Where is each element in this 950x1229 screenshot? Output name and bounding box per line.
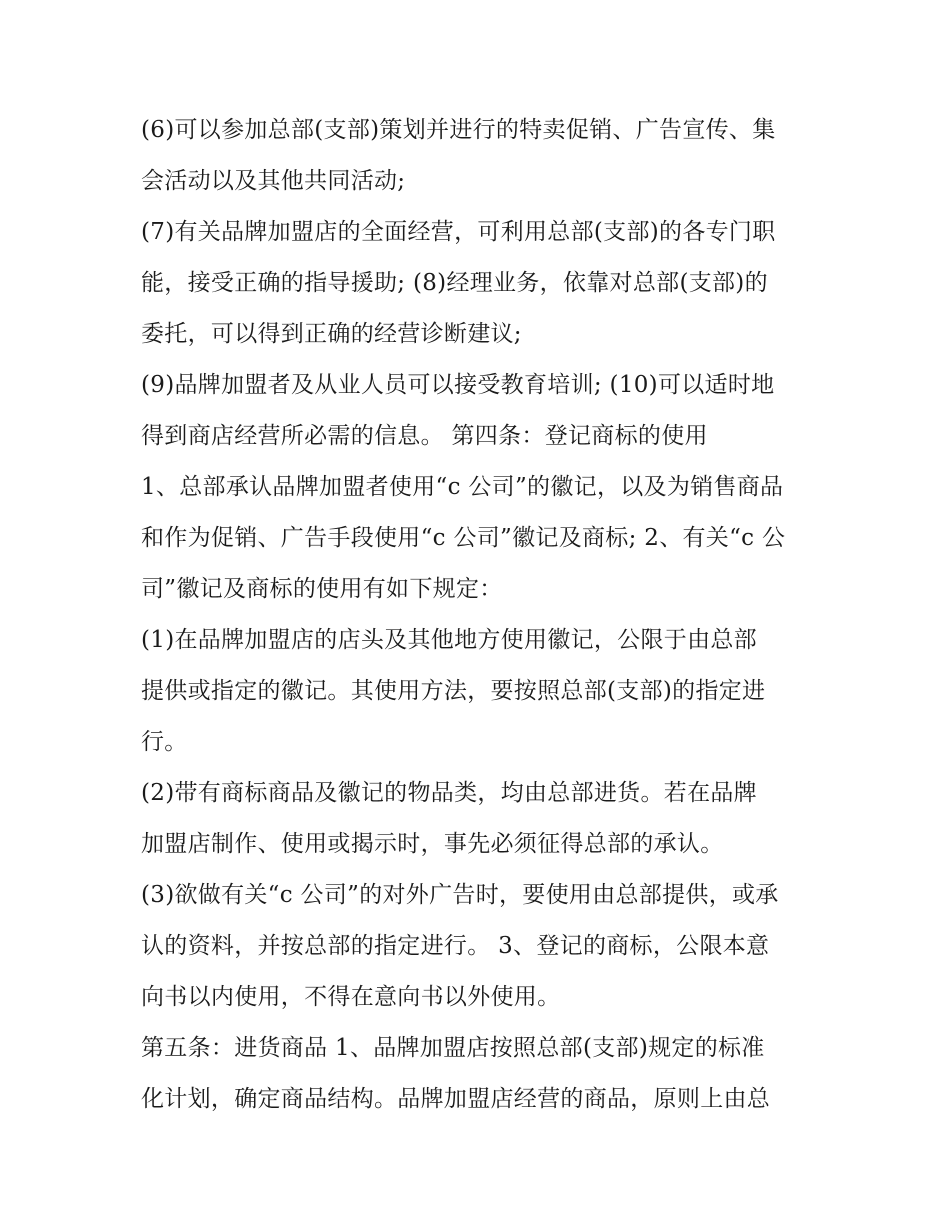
text-line: (7)有关品牌加盟店的全面经营，可利用总部(支部)的各专门职 — [141, 219, 776, 245]
text-line: 1、总部承认品牌加盟者使用“c 公司”的徽记，以及为销售商品 — [141, 474, 784, 500]
text-line: (2)带有商标商品及徽记的物品类，均由总部进货。若在品牌 — [141, 780, 757, 806]
text-line: 化计划，确定商品结构。品牌加盟店经营的商品，原则上由总 — [141, 1086, 771, 1112]
document-body — [141, 105, 821, 1125]
text-line: 第五条：进货商品 1、品牌加盟店按照总部(支部)规定的标准 — [141, 1035, 765, 1061]
text-line: (9)品牌加盟者及从业人员可以接受教育培训; (10)可以适时地 — [141, 372, 775, 398]
text-line: (6)可以参加总部(支部)策划并进行的特卖促销、广告宣传、集 — [141, 117, 776, 143]
text-line: 会活动以及其他共同活动; — [141, 168, 406, 194]
text-line: 认的资料，并按总部的指定进行。 3、登记的商标，公限本意 — [141, 933, 770, 959]
text-line: 加盟店制作、使用或揭示时，事先必须征得总部的承认。 — [141, 831, 724, 857]
text-line: 向书以内使用，不得在意向书以外使用。 — [141, 984, 561, 1010]
text-line: 和作为促销、广告手段使用“c 公司”徽记及商标; 2、有关“c 公 — [141, 525, 786, 551]
text-line: 司”徽记及商标的使用有如下规定： — [141, 576, 503, 602]
text-line: 能，接受正确的指导援助; (8)经理业务，依靠对总部(支部)的 — [141, 270, 768, 296]
text-line: 委托，可以得到正确的经营诊断建议; — [141, 321, 522, 347]
text-line: 提供或指定的徽记。其使用方法，要按照总部(支部)的指定进 — [141, 678, 766, 704]
text-line: 得到商店经营所必需的信息。 第四条：登记商标的使用 — [141, 423, 708, 449]
text-line: (1)在品牌加盟店的店头及其他地方使用徽记，公限于由总部 — [141, 627, 757, 653]
text-line: 行。 — [141, 729, 188, 755]
text-line: (3)欲做有关“c 公司”的对外广告时，要使用由总部提供，或承 — [141, 882, 779, 908]
